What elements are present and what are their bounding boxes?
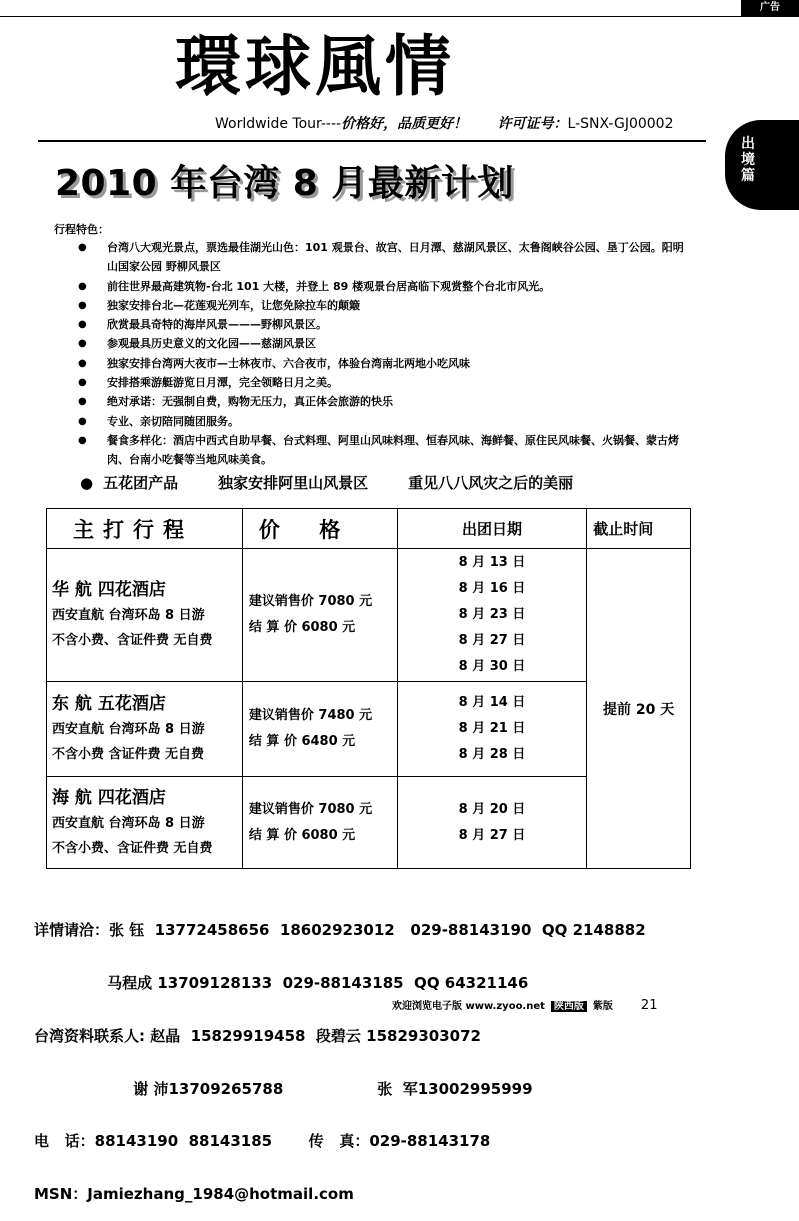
departure-date: 8 月 13 日 (458, 555, 526, 570)
highlight-line (80, 472, 613, 493)
ad-tag: 广告 (741, 0, 799, 16)
tagline-en: Worldwide Tour---- (215, 116, 342, 132)
dates-cell (397, 549, 586, 682)
route-cell (47, 682, 243, 777)
feature-item: ● 参观最具历史意义的文化园——慈湖风景区 (78, 334, 688, 353)
contact-line: 台湾资料联系人: 赵晶 15829919458 段碧云 15829303072 (34, 1026, 481, 1045)
route-terms: 不含小费、含证件费 无自费 (52, 633, 213, 648)
tagline (215, 113, 673, 133)
feature-item: ● 前往世界最高建筑物-台北 101 大楼，并登上 89 楼观景台居高临下观赏整个台北市风光。 (78, 277, 688, 296)
departure-date: 8 月 16 日 (458, 581, 526, 596)
departure-date: 8 月 14 日 (458, 695, 526, 710)
contact-line: 电 话：88143190 88143185 传 真：029-88143178 (34, 1132, 491, 1151)
price-suggested: 建议销售价 7080 元 (248, 594, 373, 609)
contact-line: 谢 沛13709265788 张 军13002995999 (34, 1079, 533, 1098)
route-airline: 海 航 四花酒店 (52, 787, 166, 808)
table-row (47, 549, 691, 682)
header-deadline: 截止时间 (587, 509, 691, 549)
header-date: 出团日期 (397, 509, 586, 549)
departure-date: 8 月 21 日 (458, 721, 526, 736)
header-price: 价 格 (242, 509, 397, 549)
highlight-a: 五花团产品 (103, 474, 179, 492)
contact-line: 详情请洽：张 钰 13772458656 18602923012 029-88143190 QQ 2148882 (34, 921, 646, 940)
departure-date: 8 月 28 日 (458, 747, 526, 762)
price-cell (242, 549, 397, 682)
highlight-c: 重见八八风灾之后的美丽 (408, 474, 574, 492)
top-divider (0, 16, 799, 17)
route-terms: 不含小费、含证件费 无自费 (52, 840, 213, 856)
route-airline: 华 航 四花酒店 (52, 580, 166, 600)
route-desc: 西安直航 台湾环岛 8 日游 (52, 722, 205, 737)
brand-logo: 環球風情 (175, 27, 455, 105)
license (498, 116, 674, 132)
route-airline: 东 航 五花酒店 (52, 694, 166, 714)
contact-line: MSN：Jamiezhang_1984@hotmail.com (34, 1185, 354, 1204)
price-cell (242, 777, 397, 869)
price-settlement: 结 算 价 6080 元 (248, 827, 356, 843)
route-cell (47, 777, 243, 869)
bullet-icon: ● (80, 474, 94, 492)
dates-cell (397, 682, 586, 777)
route-terms: 不含小费 含证件费 无自费 (52, 747, 205, 762)
deadline-cell: 提前 20 天 (587, 549, 691, 869)
highlight-b: 独家安排阿里山风景区 (218, 474, 369, 492)
contact-line: 马程成 13709128133 029-88143185 QQ 64321146 (34, 973, 529, 992)
feature-item: ● 独家安排台湾两大夜市—士林夜市、六合夜市，体验台湾南北两地小吃风味 (78, 354, 688, 373)
license-number: L-SNX-GJ00002 (567, 116, 674, 132)
price-settlement: 结 算 价 6080 元 (248, 620, 356, 635)
table-header-row (47, 509, 691, 549)
page-number: 21 (640, 998, 658, 1013)
departure-date: 8 月 30 日 (458, 659, 526, 674)
footer-browse: 欢迎浏览电子版 www.zyoo.net (392, 1001, 545, 1012)
page-footer (392, 997, 657, 1017)
departure-date: 8 月 27 日 (458, 633, 526, 648)
tour-table (46, 508, 691, 869)
price-cell (242, 682, 397, 777)
contacts-block (34, 887, 646, 1221)
departure-date: 8 月 20 日 (458, 801, 526, 817)
dates-cell (397, 777, 586, 869)
departure-date: 8 月 27 日 (458, 827, 526, 843)
feature-item: ● 独家安排台北—花莲观光列车，让您免除拉车的颠簸 (78, 296, 688, 315)
page-title: 2010 年台湾 8 月最新计划 (55, 163, 514, 204)
price-suggested: 建议销售价 7480 元 (248, 708, 373, 723)
feature-item: ● 绝对承诺：无强制自费，购物无压力，真正体会旅游的快乐 (78, 392, 688, 411)
route-desc: 西安直航 台湾环岛 8 日游 (52, 608, 205, 623)
footer-color: 紫版 (592, 1001, 613, 1012)
footer-edition: 陕西版 (551, 1001, 587, 1012)
side-tab (725, 120, 799, 210)
route-cell (47, 549, 243, 682)
feature-item: ● 台湾八大观光景点，票选最佳湖光山色：101 观景台、故宫、日月潭、慈湖风景区、太鲁阁峡谷公园、垦丁公园。阳明山国家公园 野柳风景区 (78, 238, 688, 277)
license-label: 许可证号： (497, 116, 568, 132)
price-suggested: 建议销售价 7080 元 (248, 801, 373, 817)
price-settlement: 结 算 价 6480 元 (248, 734, 356, 749)
feature-item: ● 欣赏最具奇特的海岸风景———野柳风景区。 (78, 315, 688, 334)
feature-item: ● 安排搭乘游艇游览日月潭，完全领略日月之美。 (78, 373, 688, 392)
side-tab-label: 出境篇 (741, 136, 755, 184)
departure-date: 8 月 23 日 (458, 607, 526, 622)
route-desc: 西安直航 台湾环岛 8 日游 (52, 815, 205, 831)
header-rule (38, 140, 706, 142)
feature-item: ● 专业、亲切陪同随团服务。 (78, 412, 688, 431)
features-list (78, 238, 688, 470)
header-route: 主打行程 (47, 509, 243, 549)
features-label: 行程特色： (54, 223, 109, 236)
feature-item: ● 餐食多样化：酒店中西式自助早餐、台式料理、阿里山风味料理、恒春风味、海鲜餐、原住民风味餐、火锅餐、蒙古烤肉、台南小吃餐等当地风味美食。 (78, 431, 688, 470)
slogan: 价格好，品质更好！ (341, 116, 468, 132)
